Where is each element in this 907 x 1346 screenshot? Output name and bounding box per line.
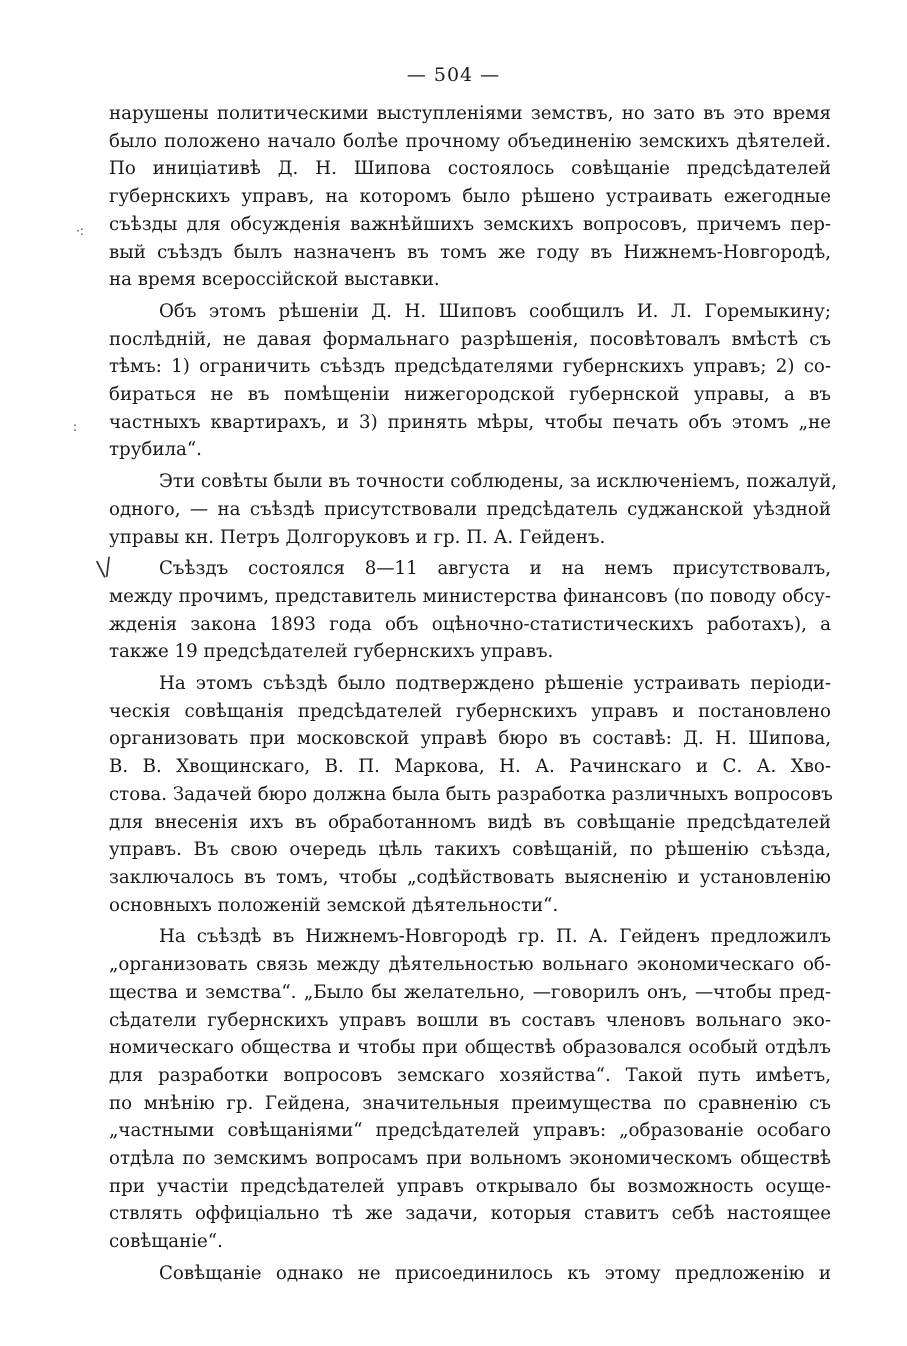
paragraph	[109, 468, 838, 551]
text-line: управы кн. Петръ Долгоруковъ и гр. П. А. Гейденъ.	[109, 526, 606, 548]
text-line: номическаго общества и чтобы при обществѣ образовался особый отдѣлъ	[109, 1037, 831, 1059]
body-text	[109, 100, 838, 1288]
text-line: для разработки вопросовъ земскаго хозяйства“. Такой путь имѣетъ,	[109, 1064, 831, 1086]
page-number: — 504 —	[406, 64, 501, 86]
text-line: отдѣла по земскимъ вопросамъ при вольномъ экономическомъ обществѣ	[109, 1148, 831, 1170]
text-line: Эти совѣты были въ точности соблюдены, за исключеніемъ, пожалуй,	[159, 471, 838, 493]
text-line: тѣмъ: 1) ограничить съѣздъ предсѣдателями губернскихъ управъ; 2) со-	[109, 356, 831, 378]
text-line: съѣзды для обсужденія важнѣйшихъ земскихъ вопросовъ, причемъ пер-	[109, 213, 831, 235]
text-line: одного, — на съѣздѣ присутствовали предсѣдатель суджанской уѣздной	[109, 498, 831, 520]
text-line: Совѣщаніе однако не присоединилось къ этому предложенію и	[159, 1262, 831, 1284]
text-line: На этомъ съѣздѣ было подтверждено рѣшеніе устраивать періоди-	[159, 673, 831, 695]
paragraph	[109, 923, 831, 1255]
paragraph	[109, 298, 831, 464]
paragraph	[109, 1260, 831, 1288]
margin-mark: :	[73, 420, 78, 434]
text-line: На съѣздѣ въ Нижнемъ-Новгородѣ гр. П. А. Гейденъ предложилъ	[159, 926, 831, 948]
text-line: частныхъ квартирахъ, и 3) принять мѣры, чтобы печать объ этомъ „не	[109, 411, 831, 433]
text-line: для внесенія ихъ въ обработанномъ видѣ въ совѣщаніе предсѣдателей	[109, 811, 831, 833]
text-line: ствлять оффиціально тѣ же задачи, которыя ставитъ себѣ настоящее	[109, 1203, 831, 1225]
text-line: „организовать связь между дѣятельностью вольнаго экономическаго об-	[109, 954, 831, 976]
text-line: основныхъ положеній земской дѣятельности“.	[109, 894, 559, 916]
text-line: по мнѣнію гр. Гейдена, значительныя преимущества по сравненію съ	[109, 1092, 831, 1114]
text-line: также 19 предсѣдателей губернскихъ управъ.	[109, 641, 554, 663]
text-line: губернскихъ управъ, на которомъ было рѣшено устраивать ежегодные	[109, 186, 831, 208]
margin-mark: ·:	[76, 224, 84, 238]
text-line: было положено начало болѣе прочному объединенію земскихъ дѣятелей.	[109, 130, 831, 152]
text-line: В. В. Хвощинскаго, В. П. Маркова, Н. А. Рачинскаго и С. А. Хво-	[109, 756, 831, 778]
text-line: бираться не въ помѣщеніи нижегородской губернской управы, а въ	[109, 384, 831, 406]
text-line: послѣдній, не давая формальнаго разрѣшенія, посовѣтовалъ вмѣстѣ съ	[109, 328, 831, 350]
margin-mark: \/	[93, 554, 116, 583]
text-line: организовать при московской управѣ бюро въ составѣ: Д. Н. Шипова,	[109, 728, 831, 750]
text-line: Съѣздъ состоялся 8—11 августа и на немъ присутствовалъ,	[159, 558, 831, 580]
paragraph	[109, 555, 831, 666]
text-line: стова. Задачей бюро должна была быть разработка различныхъ вопросовъ	[109, 783, 833, 805]
paragraph	[109, 100, 831, 294]
text-line: По иниціативѣ Д. Н. Шипова состоялось совѣщаніе предсѣдателей	[109, 158, 831, 180]
text-line: „частными совѣщаніями“ предсѣдателей управъ: „образованіе особаго	[109, 1120, 831, 1142]
text-line: вый съѣздъ былъ назначенъ въ томъ же году въ Нижнемъ-Новгородѣ,	[109, 241, 831, 263]
text-line: управъ. Въ свою очередь цѣль такихъ совѣщаній, по рѣшенію съѣзда,	[109, 839, 831, 861]
text-line: нарушены политическими выступленіями земствъ, но зато въ это время	[109, 103, 831, 124]
text-line: сѣдатели губернскихъ управъ вошли въ составъ членовъ вольнаго эко-	[109, 1009, 831, 1031]
text-line: Объ этомъ рѣшеніи Д. Н. Шиповъ сообщилъ И. Л. Горемыкину;	[159, 300, 831, 322]
text-line: на время всероссійской выставки.	[109, 269, 440, 291]
text-line: ческія совѣщанія предсѣдателей губернскихъ управъ и постановлено	[109, 700, 831, 722]
text-line: между прочимъ, представитель министерства финансовъ (по поводу обсу-	[109, 585, 831, 607]
text-line: заключалось въ томъ, чтобы „содѣйствовать выясненію и установленію	[109, 866, 831, 888]
text-line: жденія закона 1893 года объ оцѣночно-статистическихъ работахъ), а	[109, 613, 831, 635]
text-line: щества и земства“. „Было бы желательно, —говорилъ онъ, —чтобы пред-	[109, 981, 831, 1003]
paragraph	[109, 670, 831, 919]
text-line: трубила“.	[109, 439, 202, 461]
text-line: при участіи предсѣдателей управъ открывало бы возможность осуще-	[109, 1175, 831, 1197]
text-line: совѣщаніе“.	[109, 1231, 223, 1253]
